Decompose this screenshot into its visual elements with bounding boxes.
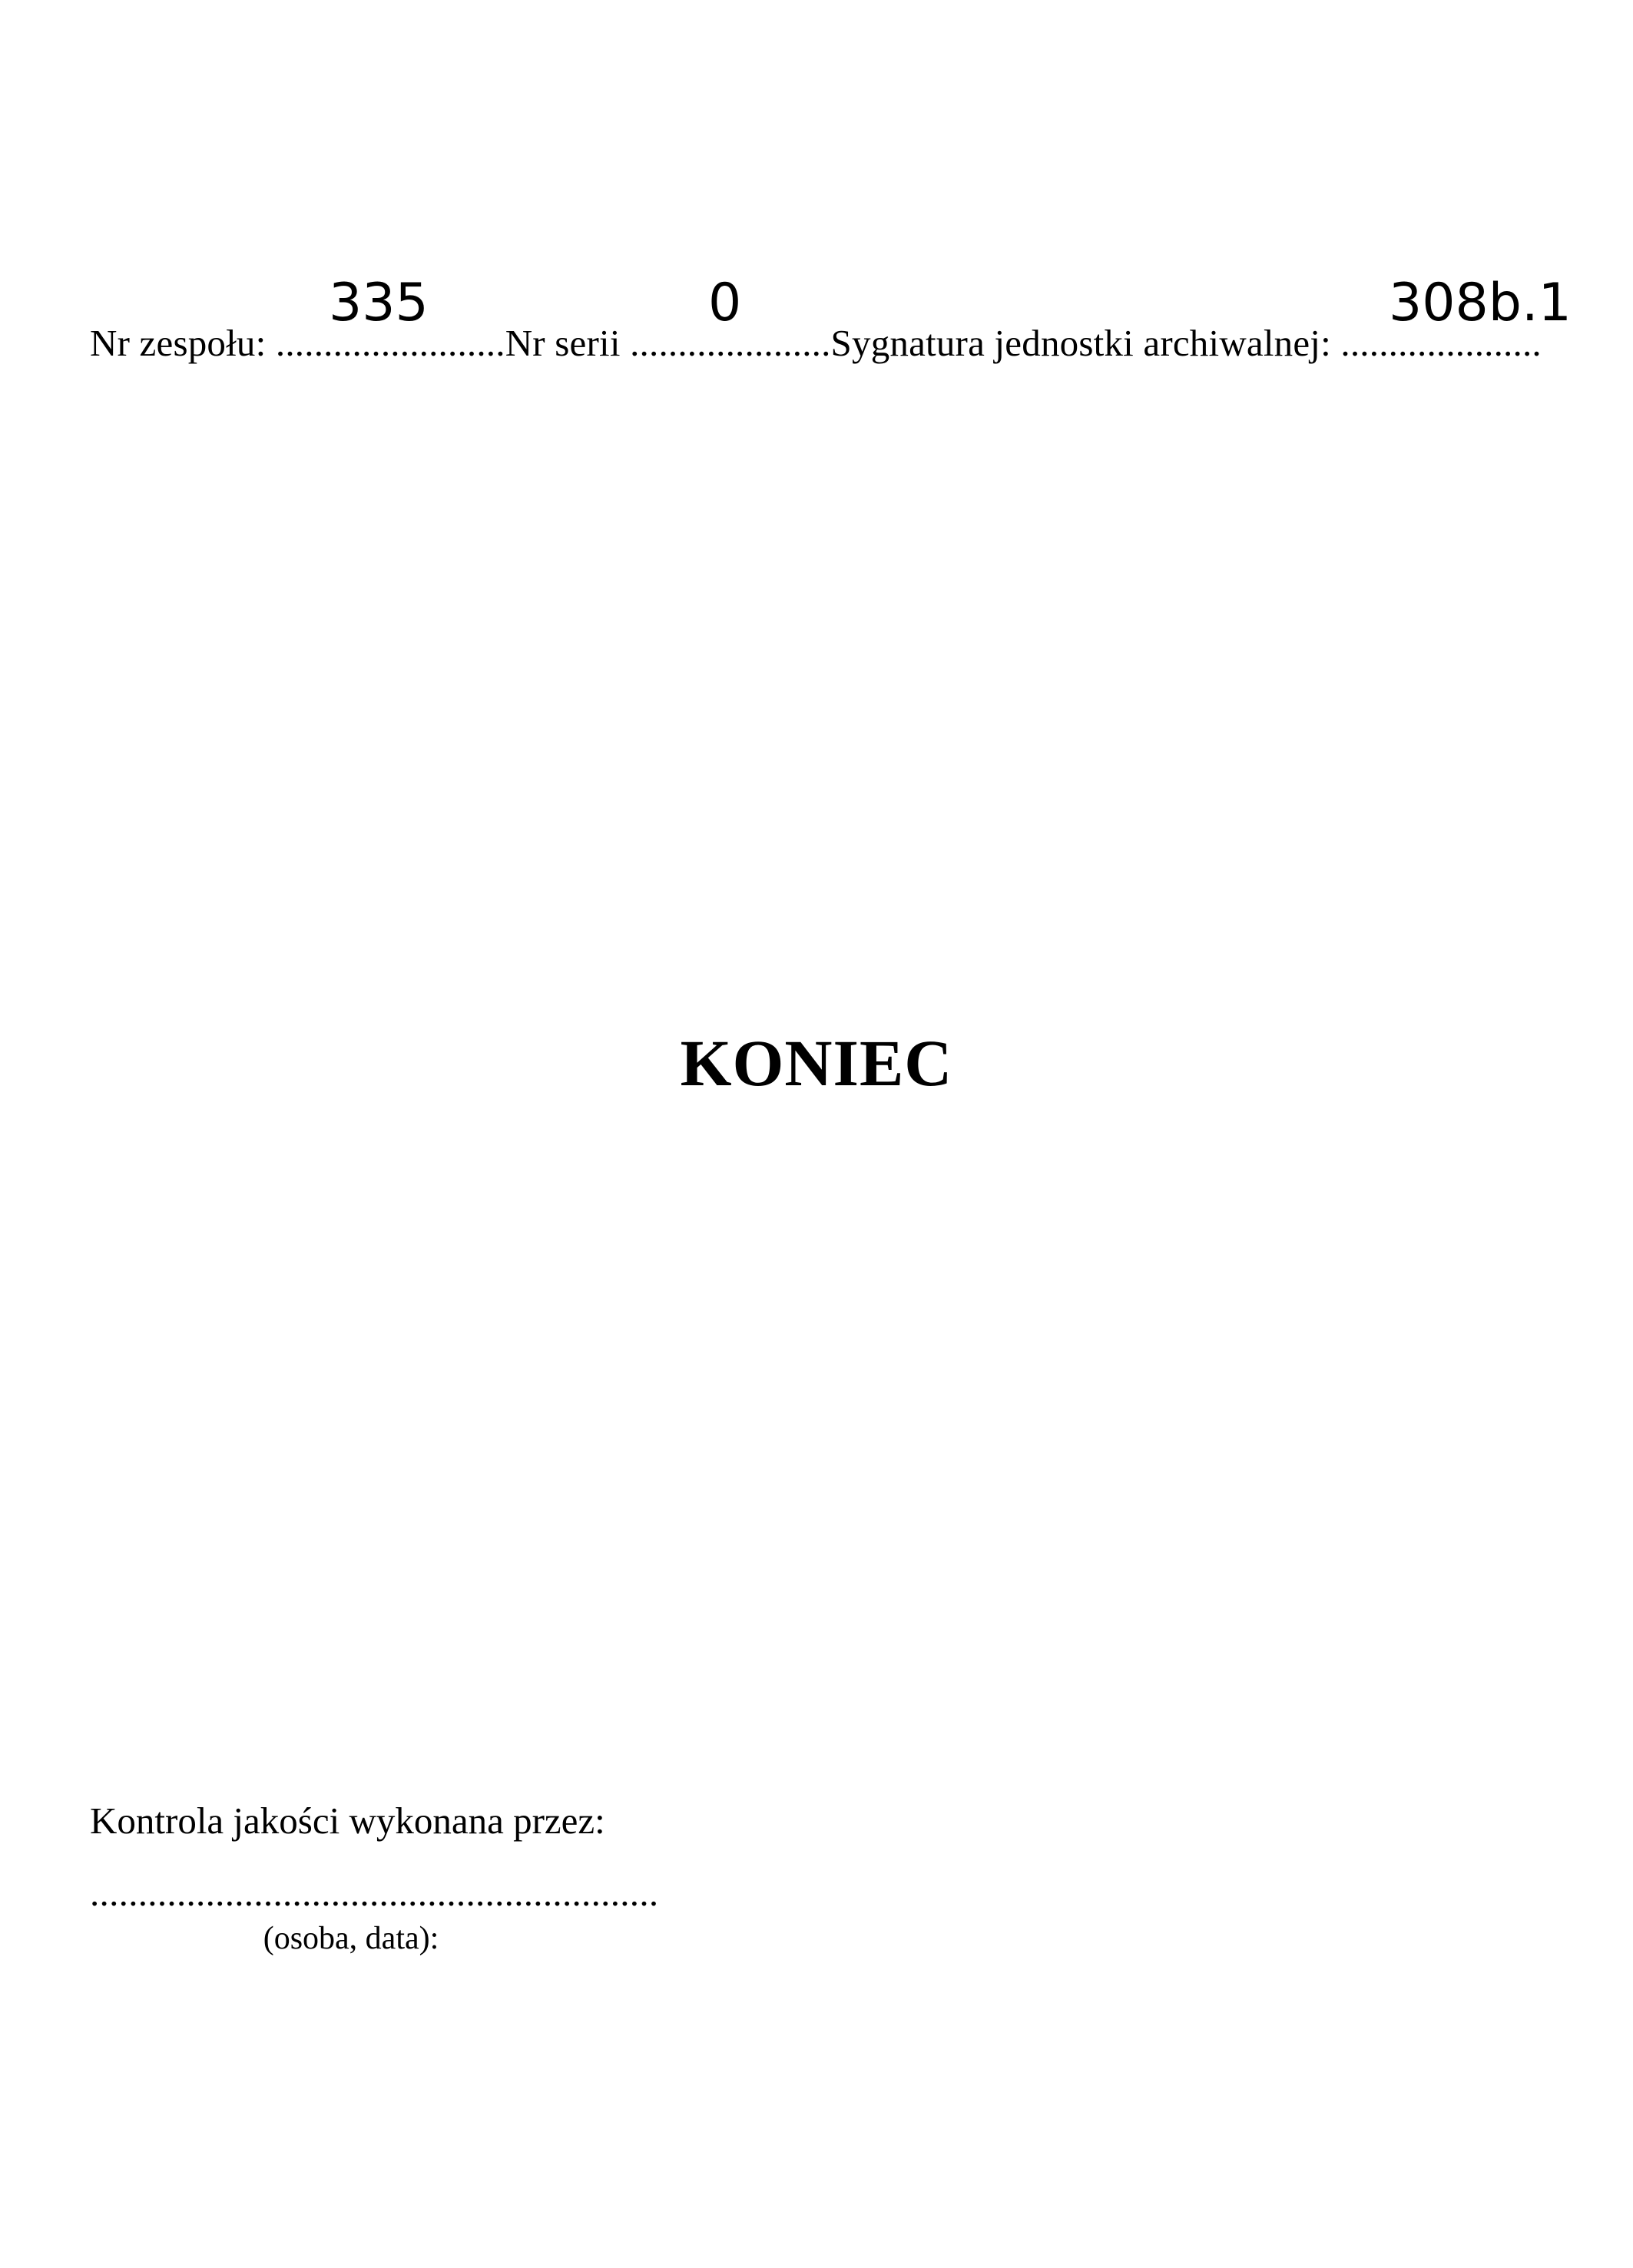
signature-dotted-blank: ........................................................... <box>90 1872 659 1914</box>
nr-zespolu-value: 335 <box>329 273 429 333</box>
osoba-data-caption: (osoba, data): <box>263 1921 439 1956</box>
koniec-end-marker: KONIEC <box>680 1026 953 1100</box>
nr-serii-dotted-blank: ..................... <box>630 322 831 364</box>
nr-serii-label: Nr serii <box>505 322 631 364</box>
sygnatura-dotted-blank: ..................... <box>1340 322 1542 364</box>
header-fill-in-line <box>90 322 1611 365</box>
nr-zespolu-dotted-blank: ........................ <box>275 322 505 364</box>
nr-serii-value: 0 <box>708 273 742 333</box>
sygnatura-value: 308b.1 <box>1389 273 1572 333</box>
sygnatura-label: Sygnatura jednostki archiwalnej: <box>830 322 1341 364</box>
kontrola-jakosci-label: Kontrola jakości wykonana przez: <box>90 1800 605 1842</box>
nr-zespolu-label: Nr zespołu: <box>90 322 276 364</box>
